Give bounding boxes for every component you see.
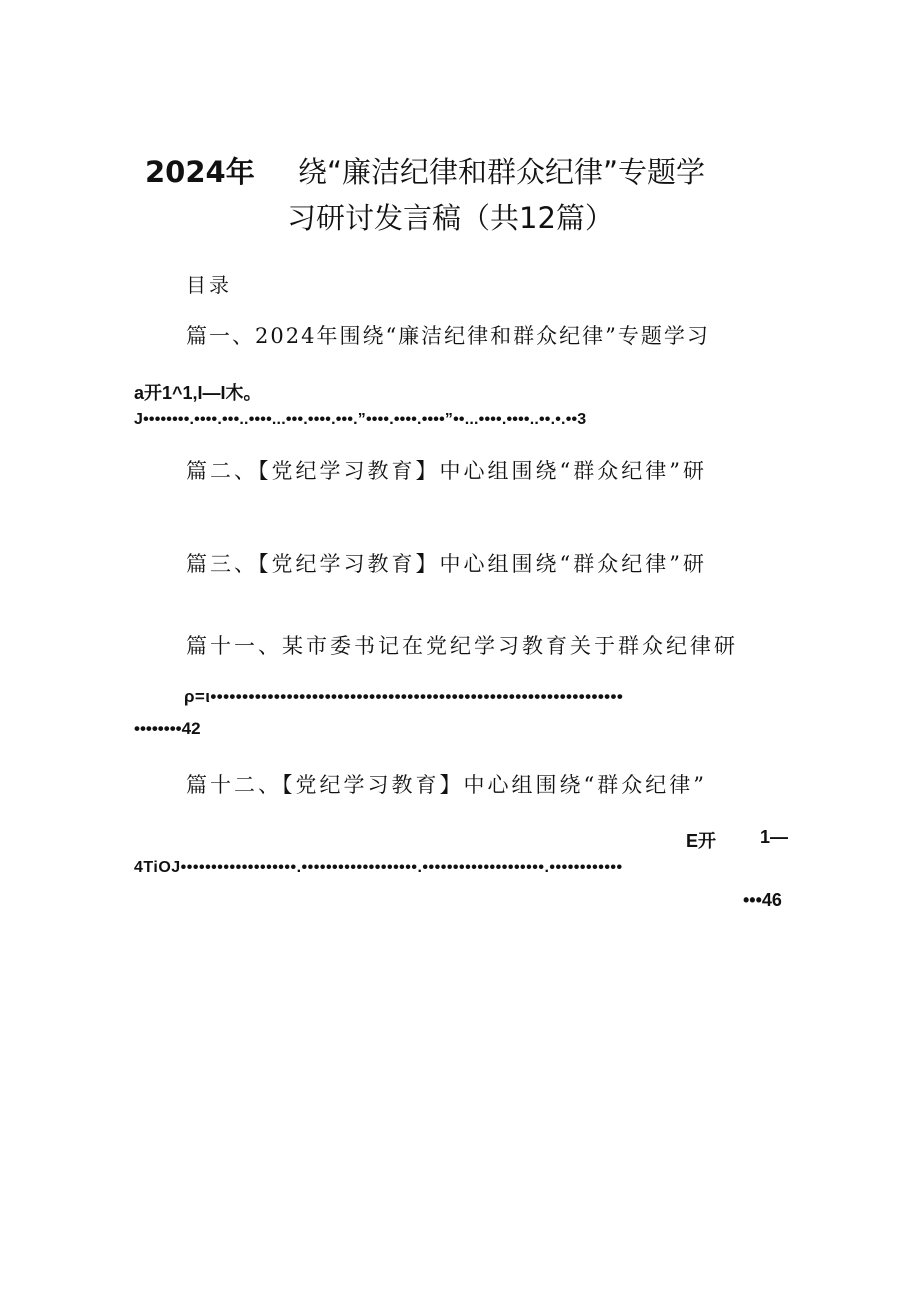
- toc-item-1-line-2: a开1^1,I—I木。: [134, 383, 262, 403]
- title-line-1-rest: 绕“廉洁纪律和群众纪律”专题学: [298, 155, 706, 189]
- document-title-line-1: [145, 150, 785, 190]
- toc-item-11-page: ••••••••42: [134, 719, 201, 738]
- toc-item-12-line-2b: 1—: [760, 827, 789, 847]
- document-title-line-2: 习研讨发言稿（共12篇）: [287, 201, 614, 235]
- toc-item-12-page: •••46: [743, 890, 782, 910]
- toc-item-12-leader: 4TiOJ•••••••••••••••••••.•••••••••••••••••••.••••••••••••••••••••.••••••••••••: [134, 859, 623, 876]
- title-year: 2024年: [145, 155, 255, 189]
- toc-item-11-leader: ρ=ι•••••••••••••••••••••••••••••••••••••••••••••••••••••••••••••••••: [184, 687, 624, 706]
- toc-item-1-leader: J••••••••.••••.•••..••••...•••.••••.•••.”••••.••••.••••”••...••••.••••..••.•.••3: [134, 411, 587, 428]
- toc-item-2-title: 篇二、【党纪学习教育】中心组围绕“群众纪律”研: [186, 459, 707, 483]
- toc-item-12-title: 篇十二、【党纪学习教育】中心组围绕“群众纪律”: [186, 773, 707, 797]
- toc-item-3-title: 篇三、【党纪学习教育】中心组围绕“群众纪律”研: [186, 552, 707, 576]
- toc-item-12-line-2a: E开: [686, 831, 717, 851]
- toc-item-1-title: 篇一、2024年围绕“廉洁纪律和群众纪律”专题学习: [186, 324, 710, 348]
- toc-item-11-title: 篇十一、某市委书记在党纪学习教育关于群众纪律研: [186, 634, 738, 658]
- toc-heading: 目录: [186, 273, 232, 297]
